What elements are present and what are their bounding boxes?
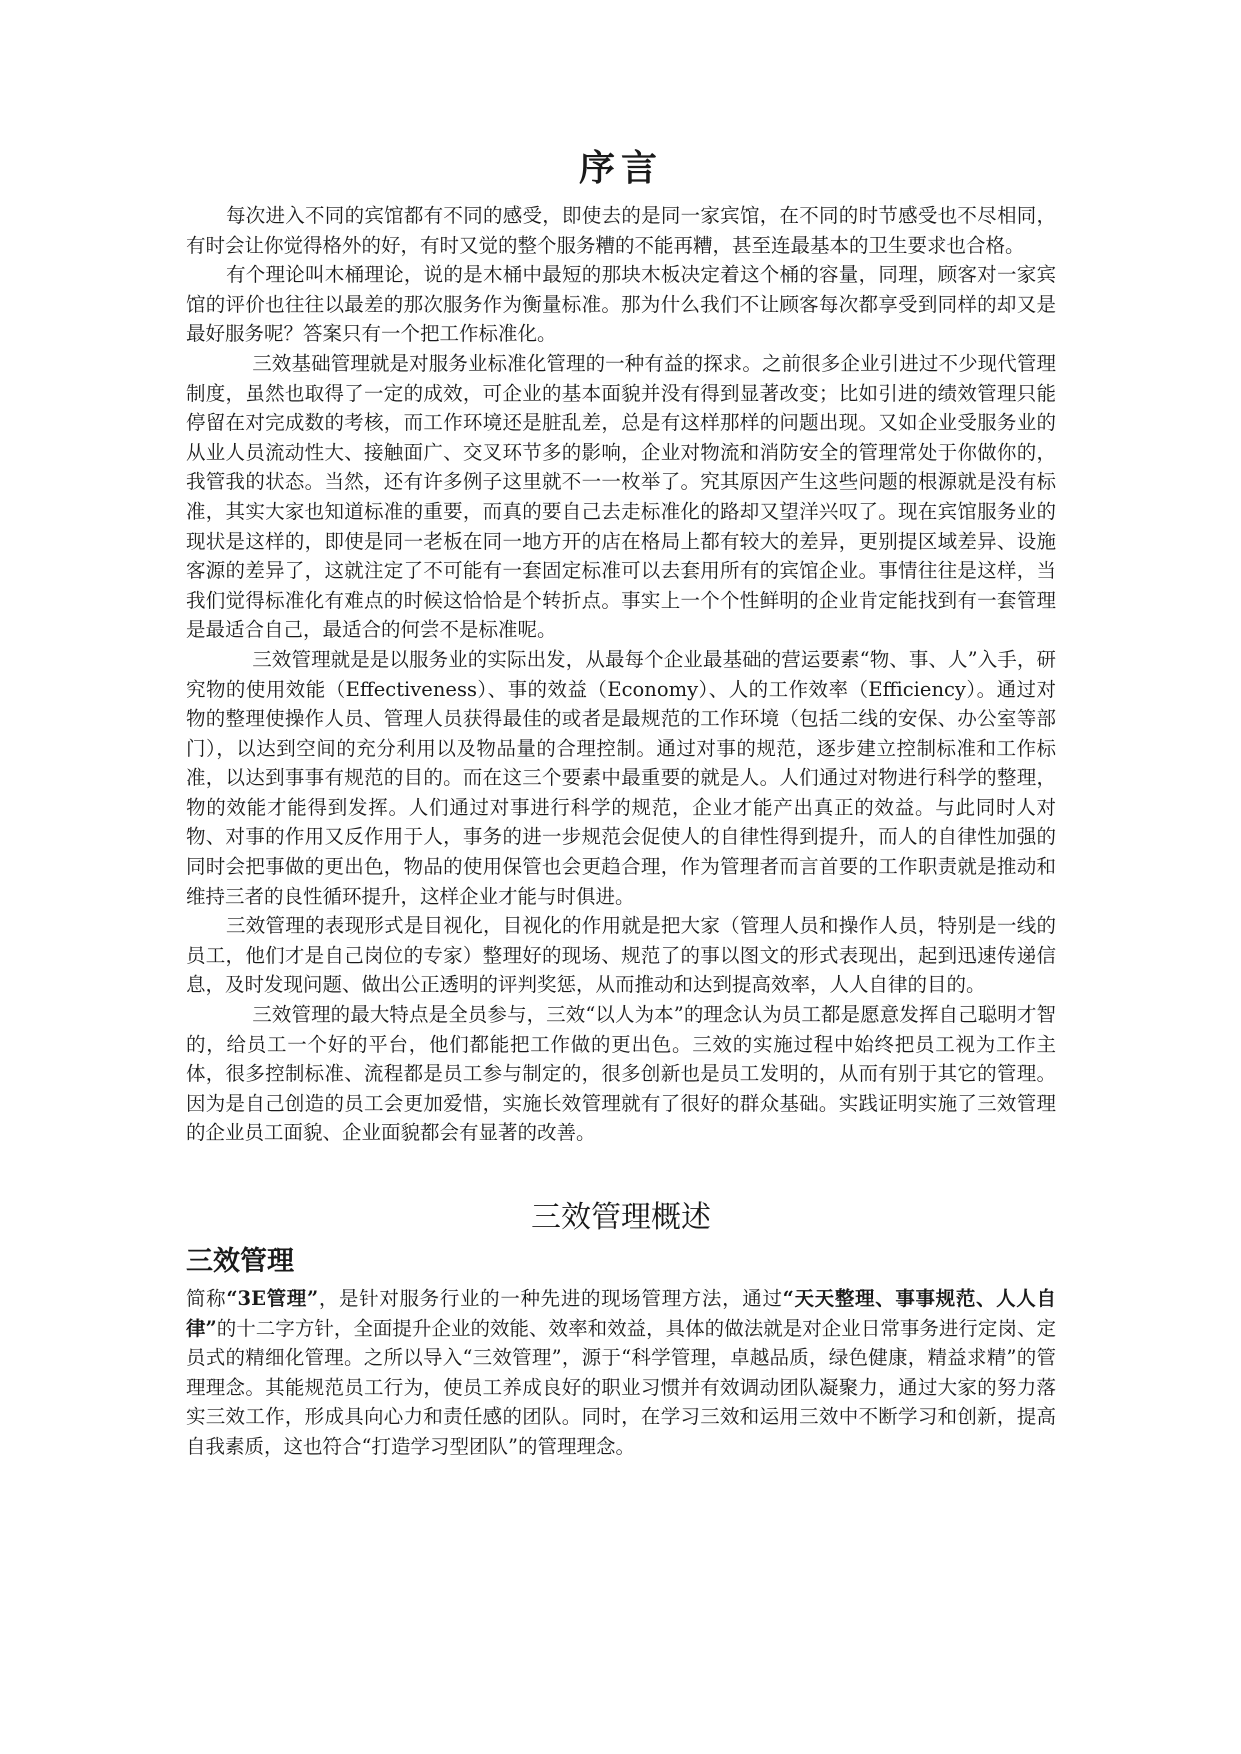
overview-subtitle: 三效管理 — [186, 1246, 294, 1277]
overview-text-method: ，是针对服务行业的一种先进的现场管理方法，通过 — [318, 1287, 783, 1310]
overview-text-body: 的十二字方针，全面提升企业的效能、效率和效益，具体的做法就是对企业日常事务进行定岗、定员式的精细化管理。之所以导入“三效管理”，源于“科学管理，卓越品质，绿色健康，精益求精”的管理理念。其能规范员工行为，使员工养成良好的职业习惯并有效调动团队凝聚力，通过大家的努力落实三效工作，形成具向心力和责任感的团队。同时，在学习三效和运用三效中不断学习和创新，提高自我素质，这也符合“打造学习型团队”的管理理念。 — [186, 1316, 1056, 1458]
overview-text-3e: “3E管理” — [226, 1287, 319, 1310]
preface-paragraph-1: 每次进入不同的宾馆都有不同的感受，即使去的是同一家宾馆，在不同的时节感受也不尽相同，有时会让你觉得格外的好，有时又觉的整个服务糟的不能再糟，甚至连最基本的卫生要求也合格。 — [186, 204, 1056, 257]
preface-paragraph-2: 有个理论叫木桶理论，说的是木桶中最短的那块木板决定着这个桶的容量，同理，顾客对一家宾馆的评价也往往以最差的那次服务作为衡量标准。那为什么我们不让顾客每次都享受到同样的却又是最好服务呢？答案只有一个把工作标准化。 — [186, 263, 1056, 346]
preface-paragraph-6: 三效管理的最大特点是全员参与，三效“以人为本”的理念认为员工都是愿意发挥自己聪明才智的，给员工一个好的平台，他们都能把工作做的更出色。三效的实施过程中始终把员工视为工作主体，很多控制标准、流程都是员工参与制定的，很多创新也是员工发明的，从而有别于其它的管理。因为是自己创造的员工会更加爱惜，实施长效管理就有了很好的群众基础。实践证明实施了三效管理的企业员工面貌、企业面貌都会有显著的改善。 — [186, 1003, 1056, 1145]
overview-text-intro: 简称 — [186, 1287, 227, 1310]
preface-paragraph-4: 三效管理就是是以服务业的实际出发，从最每个企业最基础的营运要素“物、事、人”入手，研究物的使用效能（Effectiveness）、事的效益（Economy）、人的工作效率（Efficiency）。通过对物的整理使操作人员、管理人员获得最佳的或者是最规范的工作环境（包括二线的安保、办公室等部门），以达到空间的充分利用以及物品量的合理控制。通过对事的规范，逐步建立控制标准和工作标准，以达到事事有规范的目的。而在这三个要素中最重要的就是人。人们通过对物进行科学的整理，物的效能才能得到发挥。人们通过对事进行科学的规范，企业才能产出真正的效益。与此同时人对物、对事的作用又反作用于人，事务的进一步规范会促使人的自律性得到提升，而人的自律性加强的同时会把事做的更出色，物品的使用保管也会更趋合理，作为管理者而言首要的工作职责就是推动和维持三者的良性循环提升，这样企业才能与时俱进。 — [186, 647, 1056, 908]
preface-paragraph-5: 三效管理的表现形式是目视化，目视化的作用就是把大家（管理人员和操作人员，特别是一线的员工，他们才是自己岗位的专家）整理好的现场、规范了的事以图文的形式表现出，起到迅速传递信息，及时发现问题、做出公正透明的评判奖惩，从而推动和达到提高效率，人人自律的目的。 — [186, 914, 1056, 997]
preface-paragraph-3: 三效基础管理就是对服务业标准化管理的一种有益的探求。之前很多企业引进过不少现代管理制度，虽然也取得了一定的成效，可企业的基本面貌并没有得到显著改变；比如引进的绩效管理只能停留在对完成数的考核，而工作环境还是脏乱差，总是有这样那样的问题出现。又如企业受服务业的从业人员流动性大、接触面广、交叉环节多的影响，企业对物流和消防安全的管理常处于你做你的，我管我的状态。当然，还有许多例子这里就不一一枚举了。究其原因产生这些问题的根源就是没有标准，其实大家也知道标准的重要，而真的要自己去走标准化的路却又望洋兴叹了。现在宾馆服务业的现状是这样的，即使是同一老板在同一地方开的店在格局上都有较大的差异，更别提区域差异、设施客源的差异了，这就注定了不可能有一套固定标准可以去套用所有的宾馆企业。事情往往是这样，当我们觉得标准化有难点的时候这恰恰是个转折点。事实上一个个性鲜明的企业肯定能找到有一套管理是最适合自己，最适合的何尝不是标准呢。 — [186, 351, 1056, 642]
overview-paragraph — [186, 1284, 1056, 1462]
overview-text-motto: “天天整理、事事规范、人人自律” — [186, 1287, 1056, 1340]
overview-title: 三效管理概述 — [531, 1200, 711, 1235]
preface-title: 序言 — [578, 147, 663, 189]
document-page — [186, 145, 1056, 1462]
